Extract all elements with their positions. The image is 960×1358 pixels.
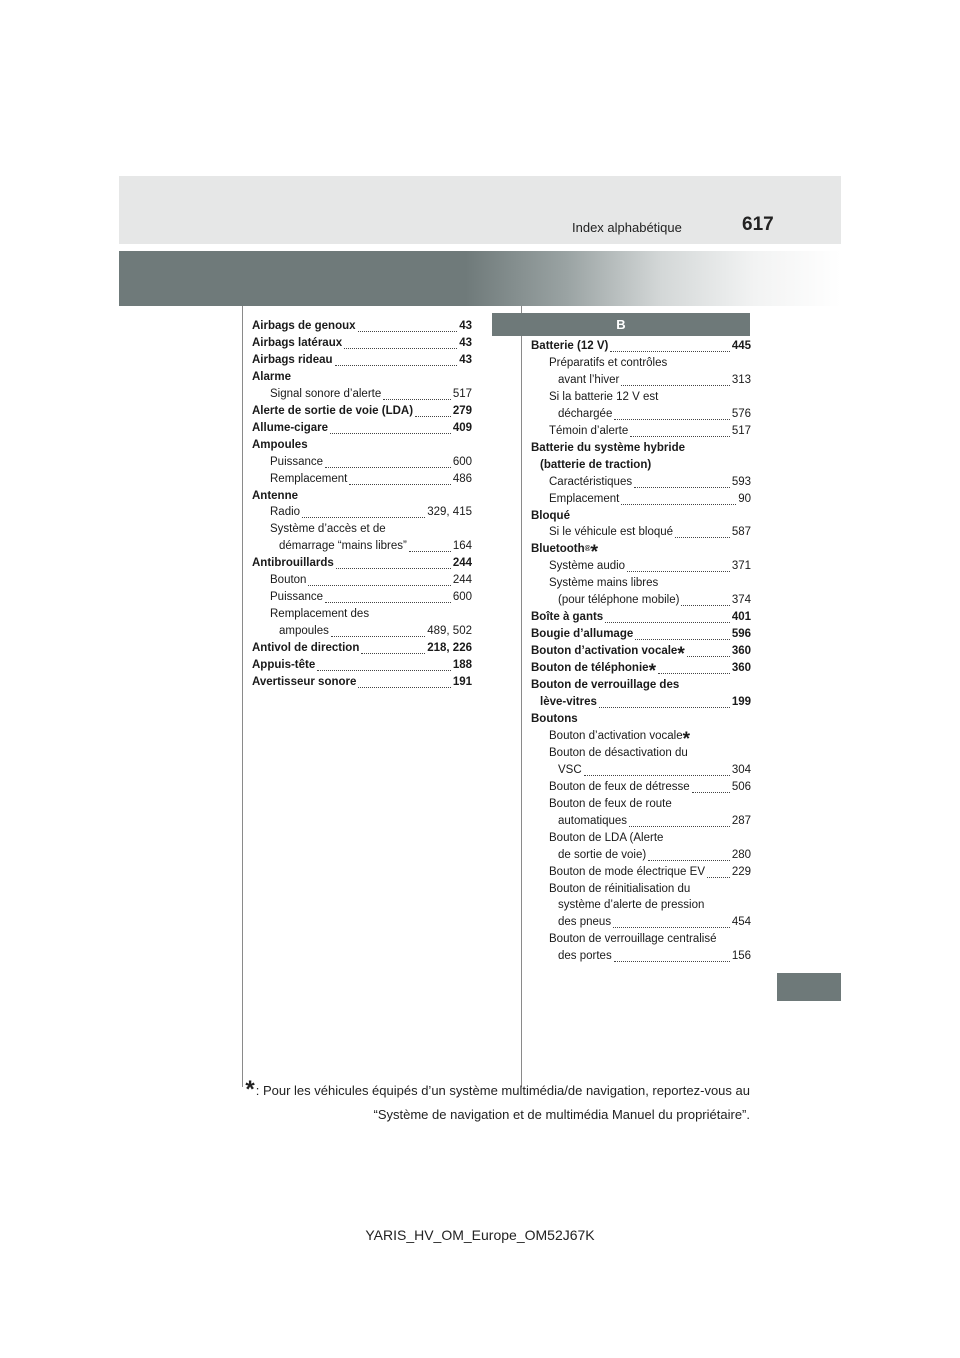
index-entry-page: 596 — [731, 628, 751, 641]
index-entry-label: démarrage “mains libres” — [279, 540, 407, 553]
footnote-line-1: : Pour les véhicules équipés d’un système multimédia/de navigation, reportez-vous au — [255, 1083, 750, 1098]
index-entry — [531, 474, 751, 491]
leader-dots — [335, 352, 458, 366]
leader-dots — [358, 318, 458, 332]
index-entry — [531, 847, 751, 864]
index-entry-label: Bouton d’activation vocale — [531, 645, 678, 658]
index-entry-label: des portes — [558, 950, 612, 963]
index-entry-page: 445 — [731, 340, 751, 352]
index-entry-page: 229 — [731, 865, 751, 878]
leader-dots — [358, 674, 450, 688]
index-entry — [531, 948, 751, 965]
leader-dots — [629, 813, 730, 827]
leader-dots — [627, 558, 730, 572]
index-entry — [531, 355, 751, 372]
leader-dots — [331, 623, 425, 637]
index-entry-label: Puissance — [270, 455, 324, 468]
index-entry-page: 287 — [731, 814, 751, 827]
index-entry-label: Boîte à gants — [531, 611, 604, 624]
index-entry-label: système d’alerte de pression — [558, 899, 705, 912]
index-entry-label: Airbags de genoux — [252, 320, 356, 332]
index-entry-page: 90 — [738, 492, 751, 505]
index-entry — [531, 830, 751, 847]
index-entry-page: 304 — [731, 763, 751, 776]
footnote-marker: * — [245, 1076, 255, 1103]
index-entry — [252, 420, 472, 437]
index-entry — [531, 677, 751, 694]
leader-dots — [308, 572, 450, 586]
footnote — [224, 1078, 750, 1127]
index-entry-page: 313 — [731, 373, 751, 386]
leader-dots — [344, 335, 457, 349]
index-entry — [531, 491, 751, 508]
index-entry-label: avant l’hiver — [558, 373, 620, 386]
index-entry-label: Bouton de téléphonie — [531, 662, 649, 675]
index-entry-page: 576 — [731, 407, 751, 420]
section-letter-header: B — [492, 313, 750, 336]
index-entry-label: Témoin d’alerte — [549, 424, 629, 437]
index-entry — [531, 711, 751, 728]
thumb-index-tab — [777, 973, 841, 1001]
index-entry — [252, 369, 472, 386]
index-entry — [531, 694, 751, 711]
index-entry-label: (pour téléphone mobile) — [558, 594, 680, 607]
index-entry-label: Bouton de mode électrique EV — [549, 865, 705, 878]
index-entry — [252, 674, 472, 691]
index-entry-page: 280 — [731, 848, 751, 861]
leader-dots — [584, 762, 730, 776]
index-entry-label: Antibrouillards — [252, 557, 334, 570]
index-entry-label: Antenne — [252, 489, 298, 502]
index-entry-label: Bouton de désactivation du — [549, 746, 688, 759]
index-entry-label: Boutons — [531, 712, 578, 725]
index-entry-label: Si la batterie 12 V est — [549, 390, 659, 403]
column-divider — [521, 306, 522, 1087]
index-entry-page: 279 — [452, 404, 472, 417]
index-entry — [252, 504, 472, 521]
leader-dots — [613, 914, 730, 928]
leader-dots — [302, 504, 425, 518]
index-entry — [252, 386, 472, 403]
index-entry — [531, 881, 751, 898]
leader-dots — [648, 847, 730, 861]
index-entry — [252, 657, 472, 674]
index-entry — [531, 609, 751, 626]
footnote-line-2: “Système de navigation et de multimédia Manuel du propriétaire”. — [373, 1107, 750, 1122]
index-entry — [531, 643, 751, 666]
leader-dots — [614, 948, 730, 962]
index-entry — [252, 352, 472, 369]
index-entry — [531, 338, 751, 355]
index-entry — [531, 931, 751, 948]
leader-dots — [658, 660, 730, 674]
index-entry-page: 401 — [731, 611, 751, 624]
index-entry — [252, 623, 472, 640]
index-entry — [252, 572, 472, 589]
index-entry-page: 517 — [731, 424, 751, 437]
index-entry-label: Système mains libres — [549, 577, 659, 590]
index-entry — [252, 555, 472, 572]
leader-dots — [614, 406, 729, 420]
index-entry-page: 506 — [731, 780, 751, 793]
page-number: 617 — [742, 214, 774, 235]
index-entry-label: Bouton — [270, 574, 307, 587]
footnote-asterisk: * — [590, 542, 598, 564]
index-entry-page: 454 — [731, 916, 751, 929]
index-entry-label: VSC — [558, 763, 582, 776]
index-entry-label: Avertisseur sonore — [252, 676, 357, 689]
index-entry — [531, 813, 751, 830]
index-entry-label: Airbags rideau — [252, 353, 333, 366]
index-entry-page: 360 — [731, 662, 751, 675]
index-entry-page: 43 — [459, 353, 472, 366]
footnote-asterisk: * — [677, 644, 685, 666]
index-entry — [252, 538, 472, 555]
leader-dots — [605, 609, 730, 623]
leader-dots — [383, 386, 451, 400]
leader-dots — [621, 372, 729, 386]
index-entry-page: 329, 415 — [427, 506, 472, 519]
index-entry-label: Remplacement — [270, 472, 348, 485]
index-entry — [252, 606, 472, 623]
footnote-asterisk: * — [648, 661, 656, 683]
index-entry-label: Alarme — [252, 370, 291, 383]
index-entry-page: 191 — [452, 676, 472, 689]
index-entry — [531, 796, 751, 813]
index-entry-label: Batterie du système hybride — [531, 441, 686, 454]
index-entry-label: Bouton d’activation vocale — [549, 729, 683, 742]
index-entry-label: Antivol de direction — [252, 642, 360, 655]
index-entry — [531, 440, 751, 457]
leader-dots — [675, 524, 730, 538]
index-entry-page: 517 — [452, 387, 472, 400]
index-entry-page: 360 — [731, 645, 751, 658]
index-entry — [531, 897, 751, 914]
index-entry-label: Emplacement — [549, 492, 620, 505]
index-entry-page: 244 — [452, 557, 472, 570]
footnote-asterisk: * — [682, 728, 691, 750]
index-entry — [531, 541, 751, 564]
index-entry — [531, 558, 751, 575]
index-entry-page: 593 — [731, 475, 751, 488]
index-entry-label: Puissance — [270, 591, 324, 604]
index-entry — [531, 626, 751, 643]
header-band — [119, 176, 841, 244]
index-entry — [531, 406, 751, 423]
index-entry-page: 244 — [452, 574, 472, 587]
index-entry-label: Préparatifs et contrôles — [549, 356, 668, 369]
index-entry — [252, 335, 472, 352]
index-entry-label: ampoules — [279, 625, 329, 638]
leader-dots — [630, 423, 730, 437]
section-title: Index alphabétique — [572, 220, 682, 235]
index-entry-label: Système d’accès et de — [270, 523, 386, 536]
index-entry-page: 188 — [452, 659, 472, 672]
index-entry-page: 218, 226 — [427, 642, 472, 655]
index-entry — [531, 423, 751, 440]
index-column-left — [252, 318, 472, 691]
index-entry-label: des pneus — [558, 916, 612, 929]
leader-dots — [707, 864, 730, 878]
index-entry-label: automatiques — [558, 814, 628, 827]
index-entry — [531, 524, 751, 541]
index-entry-label: Bouton de réinitialisation du — [549, 882, 691, 895]
index-entry — [531, 864, 751, 881]
document-code: YARIS_HV_OM_Europe_OM52J67K — [365, 1227, 595, 1243]
index-entry — [531, 660, 751, 683]
leader-dots — [635, 626, 730, 640]
index-entry — [531, 762, 751, 779]
index-entry-label: déchargée — [558, 407, 613, 420]
index-entry — [252, 640, 472, 657]
index-entry-label: Bouton de verrouillage des — [531, 679, 680, 692]
index-entry — [252, 403, 472, 420]
leader-dots — [409, 538, 451, 552]
leader-dots — [687, 643, 730, 657]
leader-dots — [610, 338, 729, 352]
index-entry-label: Batterie (12 V) — [531, 340, 609, 352]
column-divider — [242, 306, 243, 1087]
index-column-right — [531, 338, 751, 965]
index-entry-page: 600 — [452, 591, 472, 604]
index-entry-page: 43 — [459, 320, 472, 332]
index-entry-label: Si le véhicule est bloqué — [549, 526, 674, 539]
leader-dots — [599, 694, 730, 708]
index-entry-label: Appuis-tête — [252, 659, 316, 672]
index-entry — [531, 457, 751, 474]
index-entry — [531, 508, 751, 525]
index-entry-page: 486 — [452, 472, 472, 485]
index-entry-label: Signal sonore d’alerte — [270, 387, 382, 400]
decorative-gradient-bar — [119, 251, 841, 306]
index-entry-label: Airbags latéraux — [252, 336, 343, 349]
index-entry-label: de sortie de voie) — [558, 848, 647, 861]
index-entry — [531, 592, 751, 609]
index-entry-page: 374 — [731, 594, 751, 607]
index-entry-label: Système audio — [549, 560, 626, 573]
index-entry — [252, 589, 472, 606]
leader-dots — [317, 657, 451, 671]
index-entry — [531, 914, 751, 931]
index-entry-label: Bouton de verrouillage centralisé — [549, 933, 717, 946]
leader-dots — [621, 491, 736, 505]
index-entry-label: Bouton de feux de route — [549, 797, 672, 810]
index-entry-label: lève-vitres — [540, 696, 597, 709]
index-entry-page: 156 — [731, 950, 751, 963]
index-entry-label: Bougie d’allumage — [531, 628, 634, 641]
index-entry — [252, 471, 472, 488]
leader-dots — [325, 589, 451, 603]
index-entry — [252, 521, 472, 538]
index-entry-page: 587 — [731, 526, 751, 539]
leader-dots — [634, 474, 730, 488]
index-entry — [531, 575, 751, 592]
leader-dots — [692, 779, 730, 793]
leader-dots — [330, 420, 451, 434]
index-entry-label: Bouton de LDA (Alerte — [549, 831, 664, 844]
index-entry-page: 164 — [452, 540, 472, 553]
index-entry-label: Alerte de sortie de voie (LDA) — [252, 404, 414, 417]
index-entry-label: Caractéristiques — [549, 475, 633, 488]
index-entry — [252, 318, 472, 335]
index-entry — [531, 372, 751, 389]
index-entry — [531, 389, 751, 406]
index-entry-label: Bluetooth — [531, 543, 585, 556]
index-entry-page: 371 — [731, 560, 751, 573]
index-entry-page: 489, 502 — [427, 625, 472, 638]
index-entry-label: (batterie de traction) — [540, 458, 652, 471]
index-entry-label: Bouton de feux de détresse — [549, 780, 690, 793]
index-entry-label: Remplacement des — [270, 608, 370, 621]
leader-dots — [349, 471, 450, 485]
index-entry — [252, 454, 472, 471]
index-entry-page: 199 — [731, 696, 751, 709]
index-entry — [531, 745, 751, 762]
index-entry — [531, 728, 751, 750]
index-entry-page: 43 — [459, 336, 472, 349]
index-entry-page: 409 — [452, 421, 472, 434]
index-entry — [252, 488, 472, 505]
index-entry-page: 600 — [452, 455, 472, 468]
index-entry — [531, 779, 751, 796]
index-entry-label: Bloqué — [531, 509, 570, 522]
index-entry — [252, 437, 472, 454]
leader-dots — [681, 592, 729, 606]
leader-dots — [361, 640, 425, 654]
leader-dots — [415, 403, 451, 417]
registered-mark: ® — [584, 544, 591, 554]
index-entry-label: Radio — [270, 506, 301, 519]
index-entry-label: Allume-cigare — [252, 421, 329, 434]
leader-dots — [325, 454, 451, 468]
leader-dots — [336, 555, 451, 569]
index-entry-label: Ampoules — [252, 438, 308, 451]
